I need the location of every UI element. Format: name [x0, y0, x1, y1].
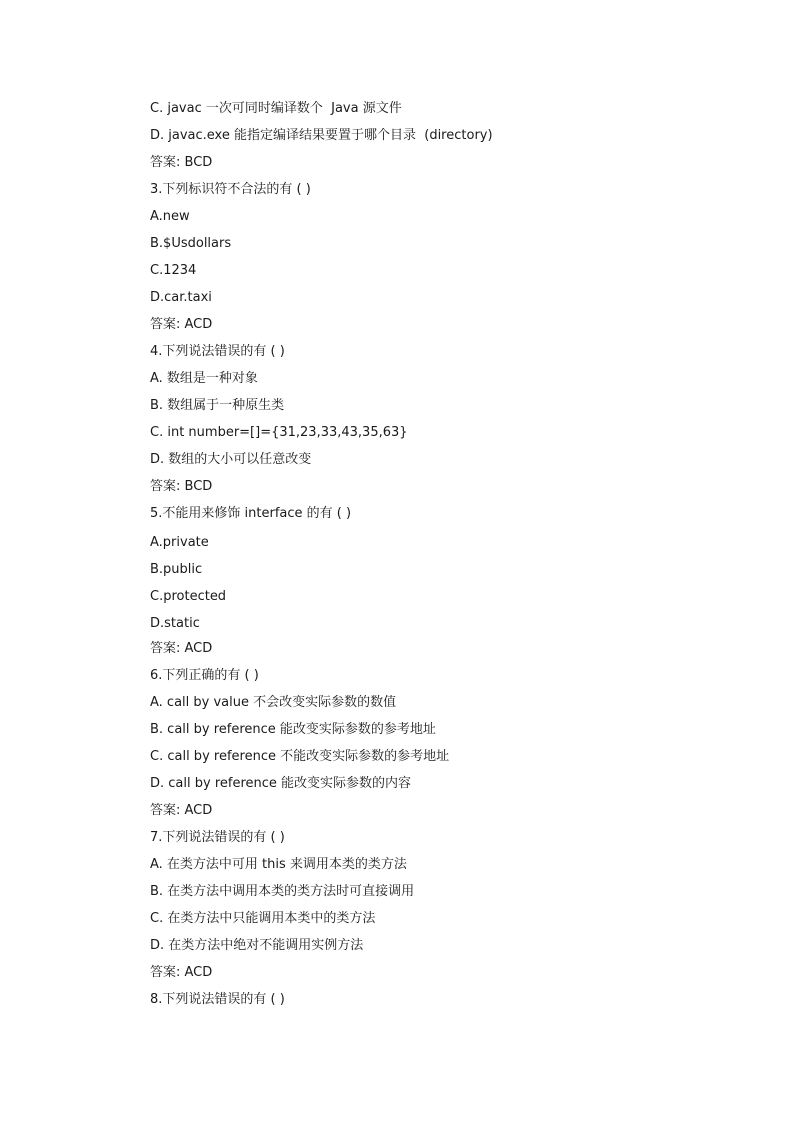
option-line: C. int number=[]={31,23,33,43,35,63}: [150, 425, 408, 440]
question-line: 6.下列正确的有 ( ): [150, 668, 259, 683]
option-line: C. call by reference 不能改变实际参数的参考地址: [150, 749, 450, 764]
option-line: B.public: [150, 562, 203, 577]
option-line: C.1234: [150, 263, 197, 278]
question-line: 4.下列说法错误的有 ( ): [150, 344, 285, 359]
option-line: D. 数组的大小可以任意改变: [150, 452, 312, 467]
option-line: A. 在类方法中可用 this 来调用本类的类方法: [150, 857, 407, 872]
answer-line: 答案: ACD: [150, 803, 213, 818]
option-line: D. call by reference 能改变实际参数的内容: [150, 776, 412, 791]
answer-line: 答案: ACD: [150, 965, 213, 980]
answer-line: 答案: BCD: [150, 155, 213, 170]
option-line: C.protected: [150, 589, 227, 604]
option-line: B.$Usdollars: [150, 236, 232, 251]
option-line: D.static: [150, 616, 200, 631]
answer-line: 答案: BCD: [150, 479, 213, 494]
option-line: D.car.taxi: [150, 290, 212, 305]
text-line: C. javac 一次可同时编译数个 Java 源文件: [150, 101, 402, 116]
option-line: A. call by value 不会改变实际参数的数值: [150, 695, 397, 710]
option-line: B. 数组属于一种原生类: [150, 398, 285, 413]
option-line: B. 在类方法中调用本类的类方法时可直接调用: [150, 884, 415, 899]
option-line: B. call by reference 能改变实际参数的参考地址: [150, 722, 436, 737]
answer-line: 答案: ACD: [150, 641, 213, 656]
option-line: D. 在类方法中绝对不能调用实例方法: [150, 938, 364, 953]
question-line: 3.下列标识符不合法的有 ( ): [150, 182, 311, 197]
answer-line: 答案: ACD: [150, 317, 213, 332]
question-line: 8.下列说法错误的有 ( ): [150, 992, 285, 1007]
option-line: C. 在类方法中只能调用本类中的类方法: [150, 911, 376, 926]
option-line: A.new: [150, 209, 190, 224]
question-line: 7.下列说法错误的有 ( ): [150, 830, 285, 845]
question-line: 5.不能用来修饰 interface 的有 ( ): [150, 506, 352, 521]
option-line: A. 数组是一种对象: [150, 371, 258, 386]
text-line: D. javac.exe 能指定编译结果要置于哪个目录 (directory): [150, 128, 493, 143]
option-line: A.private: [150, 535, 209, 550]
